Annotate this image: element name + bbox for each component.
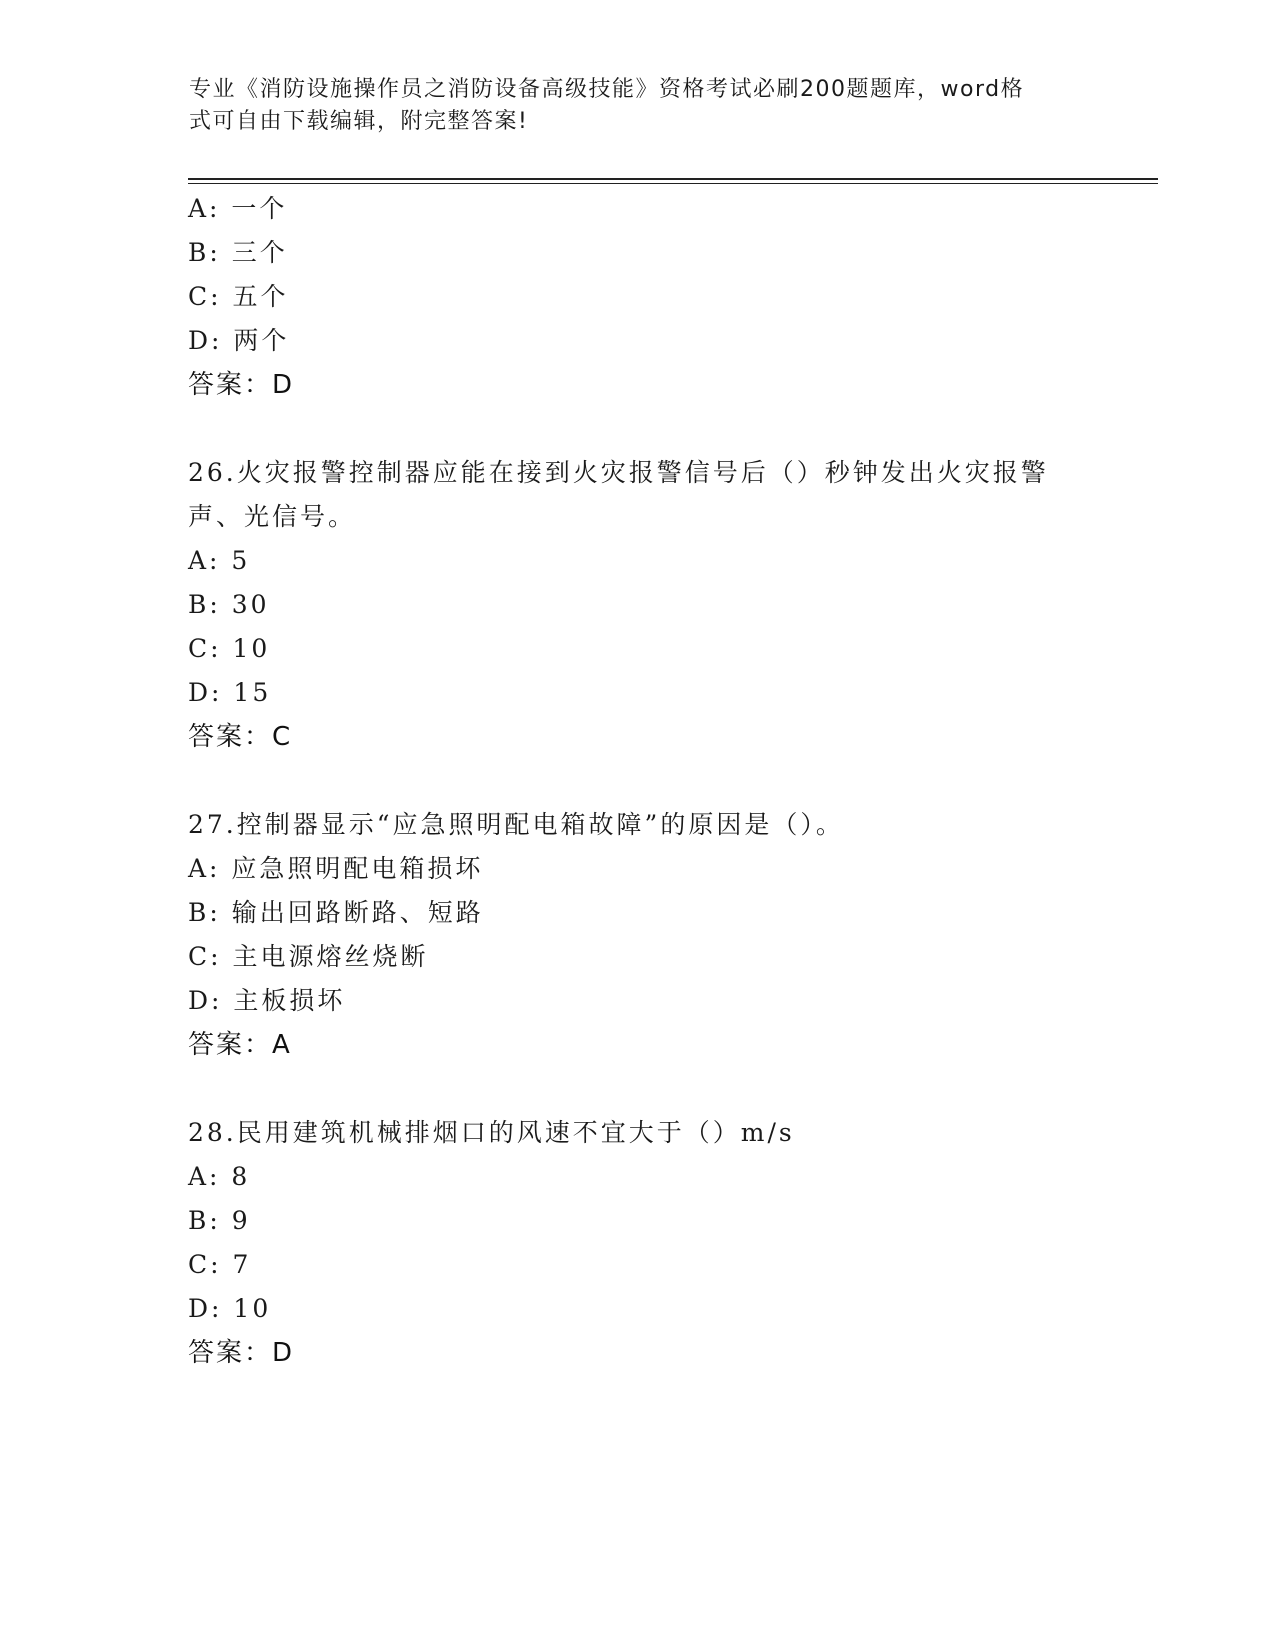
q25-answer: 答案：D: [188, 370, 295, 400]
q26-answer: 答案：C: [188, 722, 293, 752]
header-divider-thin: [188, 183, 1158, 184]
header-line-1: 专业《消防设施操作员之消防设备高级技能》资格考试必刷200题题库，word格: [189, 77, 1025, 102]
q25-option-c: C: 五个: [188, 282, 289, 311]
document-header: [189, 74, 1089, 138]
q28-option-a: A: 8: [188, 1162, 251, 1191]
q27-stem-line-1: 27.控制器显示“应急照明配电箱故障”的原因是（）。: [188, 810, 844, 839]
q28-option-b: B: 9: [188, 1206, 251, 1235]
q28-answer: 答案：D: [188, 1338, 295, 1368]
q25-option-a: A: 一个: [188, 194, 288, 223]
q27-answer: 答案：A: [188, 1030, 292, 1060]
q26-stem-line-1: 26.火灾报警控制器应能在接到火灾报警信号后（）秒钟发出火灾报警: [188, 458, 1049, 487]
q28-option-c: C: 7: [188, 1250, 252, 1279]
q25-option-b: B: 三个: [188, 238, 288, 267]
q26-stem-line-2: 声、光信号。: [188, 502, 357, 531]
q27-option-d: D: 主板损坏: [188, 986, 346, 1015]
q26-option-c: C: 10: [188, 634, 271, 663]
q28-stem-line-1: 28.民用建筑机械排烟口的风速不宜大于（）m/s: [188, 1118, 795, 1147]
q26-option-b: B: 30: [188, 590, 270, 619]
q26-option-d: D: 15: [188, 678, 272, 707]
header-divider-thick: [188, 178, 1158, 180]
q27-option-a: A: 应急照明配电箱损坏: [188, 854, 484, 883]
q27-option-b: B: 输出回路断路、短路: [188, 898, 484, 927]
header-line-2: 式可自由下载编辑，附完整答案!: [189, 109, 529, 134]
q25-option-d: D: 两个: [188, 326, 290, 355]
q28-option-d: D: 10: [188, 1294, 272, 1323]
q26-option-a: A: 5: [188, 546, 251, 575]
q27-option-c: C: 主电源熔丝烧断: [188, 942, 429, 971]
